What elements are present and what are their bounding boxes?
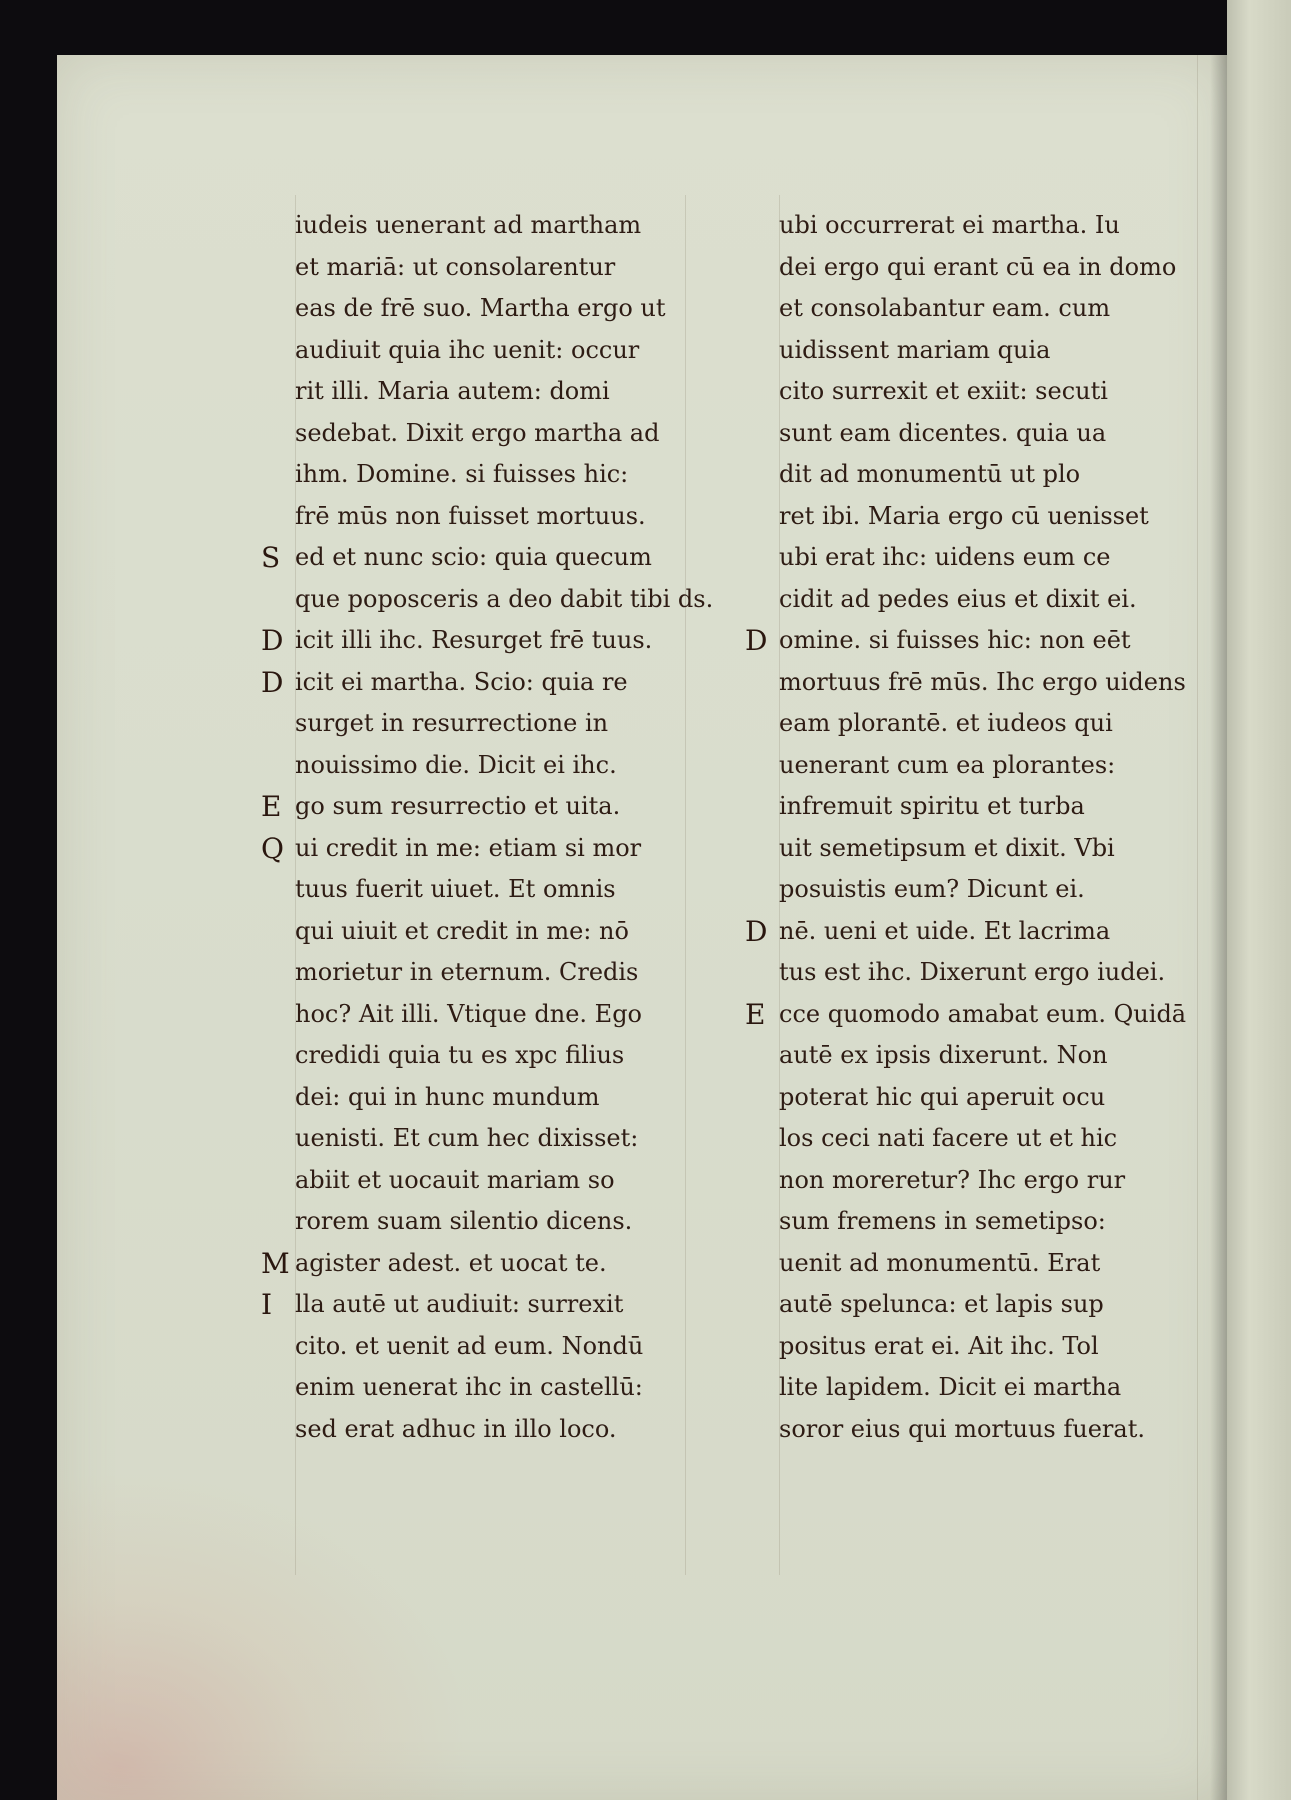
left-column-line bbox=[295, 330, 685, 372]
left-column-line bbox=[295, 1409, 685, 1451]
line-text: nē. ueni et uide. Et lacrimа bbox=[779, 916, 1111, 945]
right-column-line bbox=[779, 371, 1199, 413]
right-column-line bbox=[779, 537, 1199, 579]
line-text: cidit ad pedes eius et dixit ei. bbox=[779, 584, 1137, 613]
right-column-line bbox=[779, 1409, 1199, 1451]
line-text: iudeis uenerant ad martham bbox=[295, 211, 642, 239]
line-text: abiit et uocauit mariam so bbox=[295, 1165, 615, 1194]
right-column-line bbox=[779, 1326, 1199, 1368]
left-column-line bbox=[261, 1243, 685, 1285]
left-column-line bbox=[295, 454, 685, 496]
initial-letter: S bbox=[261, 541, 281, 574]
manuscript-page bbox=[57, 55, 1227, 1800]
line-text: nouissimo die. Dicit ei ihc. bbox=[295, 750, 617, 779]
line-text: ui credit in me: etiam si mor bbox=[295, 833, 642, 862]
right-column-line bbox=[745, 994, 1199, 1036]
line-text: rorem suam silentio dicens. bbox=[295, 1207, 633, 1235]
line-text: cito surrexit et exiit: secuti bbox=[779, 377, 1108, 405]
right-column-line bbox=[779, 662, 1199, 704]
line-text: los ceci nati facere ut et hic bbox=[779, 1124, 1118, 1152]
right-column-line bbox=[779, 1035, 1199, 1077]
initial-letter: D bbox=[745, 624, 768, 657]
line-text: frē mūs non fuisset mortuus. bbox=[295, 501, 646, 530]
right-column-line bbox=[779, 454, 1199, 496]
left-column-line bbox=[295, 371, 685, 413]
line-text: enim uenerat ihc in castellū: bbox=[295, 1373, 643, 1401]
line-text: sunt eam dicentes. quia ua bbox=[779, 418, 1107, 447]
line-text: agister adest. et uocat te. bbox=[295, 1248, 607, 1277]
left-column-line bbox=[295, 1118, 685, 1160]
line-text: qui uiuit et credit in me: nō bbox=[295, 916, 629, 945]
line-text: hoc? Ait illi. Vtique dne. Ego bbox=[295, 999, 643, 1028]
right-column-line bbox=[779, 1077, 1199, 1119]
line-text: autē ex ipsis dixerunt. Non bbox=[779, 1041, 1108, 1069]
line-text: ret ibi. Maria ergo cū uenisset bbox=[779, 501, 1149, 530]
right-column-line bbox=[779, 1243, 1199, 1285]
initial-letter: M bbox=[261, 1246, 290, 1280]
line-text: eas de frē suo. Martha ergo ut bbox=[295, 294, 666, 322]
line-text: tus est ihc. Dixerunt ergo iudei. bbox=[779, 958, 1166, 986]
line-text: uit semetipsum et dixit. Vbi bbox=[779, 833, 1115, 862]
line-text: uenerant cum ea plorantes: bbox=[779, 750, 1116, 779]
left-column-line bbox=[295, 579, 714, 621]
line-text: sed erat adhuc in illo loco. bbox=[295, 1414, 617, 1443]
right-column-line bbox=[779, 1201, 1199, 1243]
right-column-line bbox=[779, 579, 1199, 621]
line-text: credidi quia tu es xpc filius bbox=[295, 1041, 625, 1069]
line-text: surget in resurrectione in bbox=[295, 709, 609, 737]
right-column-line bbox=[779, 703, 1199, 745]
line-text: rit illi. Maria autem: domi bbox=[295, 377, 610, 405]
left-column-line bbox=[295, 496, 685, 538]
left-column-line bbox=[295, 703, 685, 745]
line-text: mortuus frē mūs. Ihc ergo uidens bbox=[779, 667, 1186, 696]
line-text: ihm. Domine. si fuisses hic: bbox=[295, 460, 629, 488]
right-column-line bbox=[779, 288, 1199, 330]
right-column-line bbox=[779, 1367, 1199, 1409]
line-text: icit illi ihc. Resurget frē tuus. bbox=[295, 626, 653, 654]
left-column-line bbox=[295, 1367, 685, 1409]
right-column-line bbox=[779, 1118, 1199, 1160]
right-column-line bbox=[779, 745, 1199, 787]
right-column-line bbox=[779, 205, 1199, 247]
initial-letter: I bbox=[261, 1288, 273, 1321]
right-column-line bbox=[779, 952, 1199, 994]
left-column-line bbox=[261, 662, 685, 704]
initial-letter: E bbox=[745, 997, 766, 1031]
initial-letter: E bbox=[261, 790, 282, 823]
line-text: que poposceris a deo dabit tibi ds. bbox=[295, 584, 714, 613]
line-text: autē spelunca: et lapis sup bbox=[779, 1290, 1104, 1318]
line-text: non moreretur? Ihc ergo rur bbox=[779, 1165, 1126, 1194]
initial-letter: Q bbox=[261, 831, 284, 865]
right-column-line bbox=[779, 869, 1199, 911]
line-text: ubi occurrerat ei martha. Iu bbox=[779, 211, 1120, 239]
line-text: sum fremens in semetipso: bbox=[779, 1207, 1106, 1235]
line-text: soror eius qui mortuus fuerat. bbox=[779, 1414, 1145, 1443]
left-column-line bbox=[295, 994, 685, 1036]
line-text: cito. et uenit ad eum. Nondū bbox=[295, 1331, 644, 1360]
right-column-line bbox=[779, 247, 1199, 289]
line-text: eam plorantē. et iudeos qui bbox=[779, 709, 1113, 737]
line-text: et consolabantur eam. cum bbox=[779, 294, 1111, 322]
initial-letter: D bbox=[261, 624, 284, 657]
left-column-line bbox=[295, 1035, 685, 1077]
line-text: omine. si fuisses hic: non eēt bbox=[779, 626, 1131, 654]
line-text: dit ad monumentū ut plo bbox=[779, 460, 1081, 488]
left-column-line bbox=[295, 1077, 685, 1119]
line-text: uidissent mariam quia bbox=[779, 335, 1051, 364]
left-column-line bbox=[295, 745, 685, 787]
line-text: ed et nunc scio: quia quecum bbox=[295, 543, 652, 571]
next-page-edge bbox=[1227, 0, 1291, 1800]
line-text: icit ei martha. Scio: quia re bbox=[295, 667, 628, 696]
line-text: morietur in eternum. Credis bbox=[295, 958, 639, 986]
left-column-line bbox=[295, 1201, 685, 1243]
line-text: cce quomodo amabat eum. Quidā bbox=[779, 999, 1187, 1028]
line-text: dei: qui in hunc mundum bbox=[295, 1082, 600, 1111]
right-column-line bbox=[779, 1284, 1199, 1326]
line-text: posuistis eum? Dicunt ei. bbox=[779, 875, 1085, 903]
left-column-line bbox=[261, 786, 685, 828]
right-column-line bbox=[779, 496, 1199, 538]
line-text: audiuit quia ihc uenit: occur bbox=[295, 335, 640, 364]
ruling-line-mid bbox=[685, 195, 686, 1575]
left-column-line bbox=[295, 413, 685, 455]
line-text: uenisti. Et cum hec dixisset: bbox=[295, 1124, 639, 1152]
left-column-line bbox=[295, 247, 685, 289]
line-text: et mariā: ut consolarentur bbox=[295, 252, 616, 281]
line-text: uenit ad monumentū. Erat bbox=[779, 1248, 1101, 1277]
left-text-column bbox=[261, 205, 714, 1450]
right-column-line bbox=[745, 911, 1199, 953]
line-text: go sum resurrectio et uita. bbox=[295, 792, 621, 820]
right-column-line bbox=[779, 828, 1199, 870]
initial-letter: D bbox=[745, 914, 768, 948]
line-text: sedebat. Dixit ergo martha ad bbox=[295, 418, 660, 447]
left-column-line bbox=[261, 1284, 685, 1326]
line-text: lite lapidem. Dicit ei martha bbox=[779, 1373, 1122, 1401]
line-text: poterat hic qui aperuit ocu bbox=[779, 1082, 1106, 1111]
parchment-stain bbox=[57, 1470, 477, 1800]
line-text: dei ergo qui erant cū ea in domo bbox=[779, 252, 1177, 281]
left-column-line bbox=[261, 828, 685, 870]
left-column-line bbox=[261, 620, 685, 662]
left-column-line bbox=[295, 869, 685, 911]
line-text: infremuit spiritu et turba bbox=[779, 792, 1085, 820]
right-text-column bbox=[745, 205, 1199, 1450]
right-column-line bbox=[779, 1160, 1199, 1202]
left-column-line bbox=[295, 1326, 685, 1368]
right-column-line bbox=[779, 413, 1199, 455]
line-text: ubi erat ihc: uidens eum ce bbox=[779, 543, 1111, 571]
initial-letter: D bbox=[261, 665, 284, 699]
line-text: lla autē ut audiuit: surrexit bbox=[295, 1290, 624, 1318]
left-column-line bbox=[295, 952, 685, 994]
right-column-line bbox=[779, 330, 1199, 372]
left-column-line bbox=[295, 1160, 685, 1202]
left-column-line bbox=[295, 205, 685, 247]
right-column-line bbox=[779, 786, 1199, 828]
right-column-line bbox=[745, 620, 1199, 662]
line-text: tuus fuerit uiuet. Et omnis bbox=[295, 875, 616, 903]
left-column-line bbox=[261, 537, 685, 579]
line-text: positus erat ei. Ait ihc. Tol bbox=[779, 1331, 1099, 1360]
left-column-line bbox=[295, 911, 685, 953]
left-column-line bbox=[295, 288, 685, 330]
